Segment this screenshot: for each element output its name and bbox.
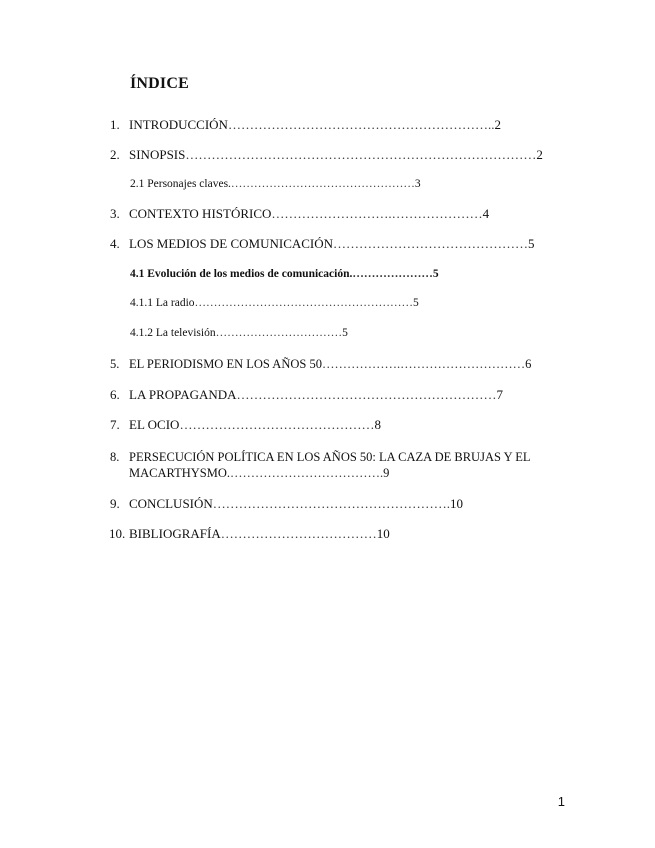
toc-entry-bibliografia[interactable] xyxy=(109,525,390,542)
toc-entry-label: 2.1 Personajes claves. xyxy=(130,178,231,190)
toc-entry-sinopsis[interactable] xyxy=(110,146,543,163)
toc-entry-page: 5 xyxy=(413,297,419,309)
toc-entry-page: 6 xyxy=(525,357,532,371)
toc-entry-label: BIBLIOGRAFÍA xyxy=(129,526,221,541)
toc-entry-number: 3. xyxy=(110,206,120,221)
toc-leader-dots: ………………………………………………… xyxy=(194,297,414,309)
toc-entry-television[interactable] xyxy=(130,325,348,342)
toc-entry-page: 9 xyxy=(383,466,390,480)
toc-entry-label: EL PERIODISMO EN LOS AÑOS 50 xyxy=(129,357,322,371)
toc-leader-dots: ………………………………………………. xyxy=(212,496,451,511)
toc-entry-page: 10 xyxy=(450,496,464,511)
toc-entry-label: INTRODUCCIÓN xyxy=(129,117,228,132)
toc-leader-dots: ………………………………. xyxy=(230,466,384,480)
toc-entry-page: 4 xyxy=(482,206,490,221)
index-title: ÍNDICE xyxy=(130,75,189,92)
toc-entry-label: EL OCIO xyxy=(129,417,180,432)
toc-entry-page: 10 xyxy=(376,526,390,541)
toc-leader-dots: ……………….………………………… xyxy=(321,357,526,371)
toc-entry-number: 2. xyxy=(110,147,120,162)
toc-entry-conclusion[interactable] xyxy=(110,495,464,512)
page-number: 1 xyxy=(557,794,565,809)
toc-entry-number: 1. xyxy=(110,117,120,132)
toc-entry-label: 4.1 Evolución de los medios de comunicación. xyxy=(130,268,353,280)
toc-entry-number: 7. xyxy=(110,417,120,432)
toc-entry-label: 4.1.2 La televisión xyxy=(130,327,216,339)
toc-entry-number: 10. xyxy=(109,526,126,541)
toc-entry-number: 9. xyxy=(110,496,120,511)
toc-entry-number: 6. xyxy=(110,387,120,402)
toc-entry-ocio[interactable] xyxy=(110,416,381,433)
toc-entry-propaganda[interactable] xyxy=(110,386,504,403)
toc-entry-introduccion[interactable] xyxy=(110,116,501,133)
toc-entry-label: 4.1.1 La radio xyxy=(130,297,195,309)
toc-entry-personajes[interactable] xyxy=(130,176,421,193)
toc-entry-number: 8. xyxy=(110,450,120,464)
toc-entry-page: 8 xyxy=(374,417,381,432)
toc-leader-dots: ………………… xyxy=(352,268,433,280)
toc-entry-medios[interactable] xyxy=(110,235,535,252)
toc-entry-page: 2 xyxy=(494,117,501,132)
toc-entry-number: 4. xyxy=(110,236,120,251)
toc-entry-page: 5 xyxy=(342,327,348,339)
toc-leader-dots: ……………………………………… xyxy=(179,417,375,432)
toc-leader-dots: ……………………………………………………………………… xyxy=(185,147,537,162)
toc-leader-dots: …………………………………………………… xyxy=(236,387,497,402)
toc-entry-label-line2: MACARTHYSMO. xyxy=(129,466,231,480)
toc-leader-dots: ……………………………… xyxy=(220,526,377,541)
toc-entry-page: 2 xyxy=(536,147,543,162)
toc-entry-label: CONCLUSIÓN xyxy=(129,496,213,511)
toc-entry-contexto[interactable] xyxy=(110,205,490,222)
toc-entry-page: 5 xyxy=(432,268,439,280)
toc-leader-dots: ……………………………………… xyxy=(333,236,529,251)
toc-leader-dots: ………………………………………… xyxy=(230,178,415,190)
toc-entry-label: LA PROPAGANDA xyxy=(129,387,237,402)
toc-entry-page: 5 xyxy=(528,236,535,251)
toc-entry-radio[interactable] xyxy=(130,295,419,312)
toc-leader-dots: ……………………….………………… xyxy=(271,206,483,221)
toc-entry-page: 7 xyxy=(496,387,504,402)
toc-entry-evolucion[interactable] xyxy=(130,266,439,283)
toc-entry-label: CONTEXTO HISTÓRICO xyxy=(129,206,272,221)
toc-entry-number: 5. xyxy=(110,357,120,371)
toc-entry-periodismo[interactable] xyxy=(110,356,532,373)
toc-entry-label: LOS MEDIOS DE COMUNICACIÓN xyxy=(129,236,334,251)
toc-entry-label: SINOPSIS xyxy=(129,147,186,162)
toc-entry-label-line1: PERSECUCIÓN POLÍTICA EN LOS AÑOS 50: LA CAZA DE BRUJAS Y EL xyxy=(129,450,531,464)
toc-leader-dots: …………………………………………………….. xyxy=(227,117,495,132)
toc-leader-dots: …………………………… xyxy=(215,327,343,339)
toc-entry-persecucion[interactable] xyxy=(110,449,569,481)
toc-entry-page: 3 xyxy=(414,178,421,190)
